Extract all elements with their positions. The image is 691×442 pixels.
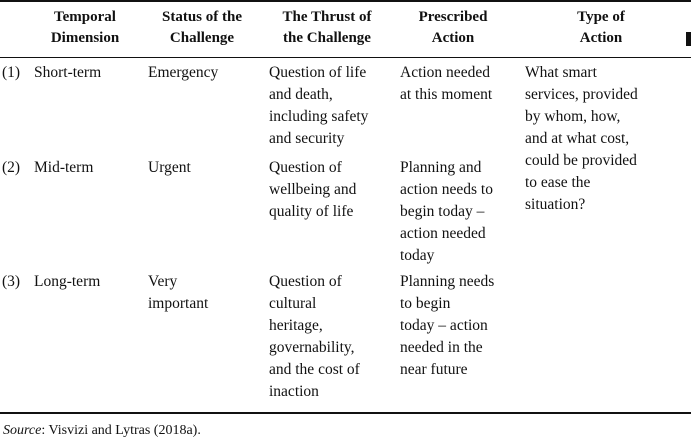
row-number-2: (2)	[2, 159, 21, 176]
header-rule	[0, 57, 691, 58]
row-1-status: Emergency	[148, 64, 219, 81]
table-top-rule	[0, 0, 691, 2]
type-of-action-text: What smart services, provided by whom, how, and at what cost, could be provided to ease the situation?	[525, 64, 638, 213]
header-temporal-dimension: Temporal Dimension	[50, 9, 120, 46]
source-note	[3, 423, 201, 439]
row-1-dimension: Short-term	[34, 64, 102, 81]
header-thrust-of-challenge: The Thrust of the Challenge	[282, 9, 372, 46]
row-2-prescribed-action: Planning and action needs to begin today – action needed today	[400, 159, 493, 264]
row-2-thrust: Question of wellbeing and quality of life	[269, 159, 357, 220]
header-status-of-challenge: Status of the Challenge	[161, 9, 242, 46]
row-3-dimension: Long-term	[34, 273, 101, 290]
source-label: Source	[3, 423, 42, 438]
row-1-thrust: Question of life and death, including safety and security	[269, 64, 369, 147]
row-3-thrust: Question of cultural heritage, governability, and the cost of inaction	[269, 273, 360, 400]
table-bottom-rule	[0, 412, 691, 414]
header-prescribed-action: Prescribed Action	[418, 9, 488, 46]
edge-mark	[686, 32, 691, 46]
row-number-3: (3)	[2, 273, 21, 290]
row-3-prescribed-action: Planning needs to begin today – action needed in the near future	[400, 273, 495, 378]
row-2-status: Urgent	[148, 159, 191, 176]
row-3-status: Very important	[148, 273, 209, 312]
source-text: : Visvizi and Lytras (2018a).	[41, 423, 201, 438]
row-2-dimension: Mid-term	[34, 159, 94, 176]
header-type-of-action: Type of Action	[577, 9, 625, 46]
row-number-1: (1)	[2, 64, 21, 81]
row-1-prescribed-action: Action needed at this moment	[400, 64, 493, 103]
